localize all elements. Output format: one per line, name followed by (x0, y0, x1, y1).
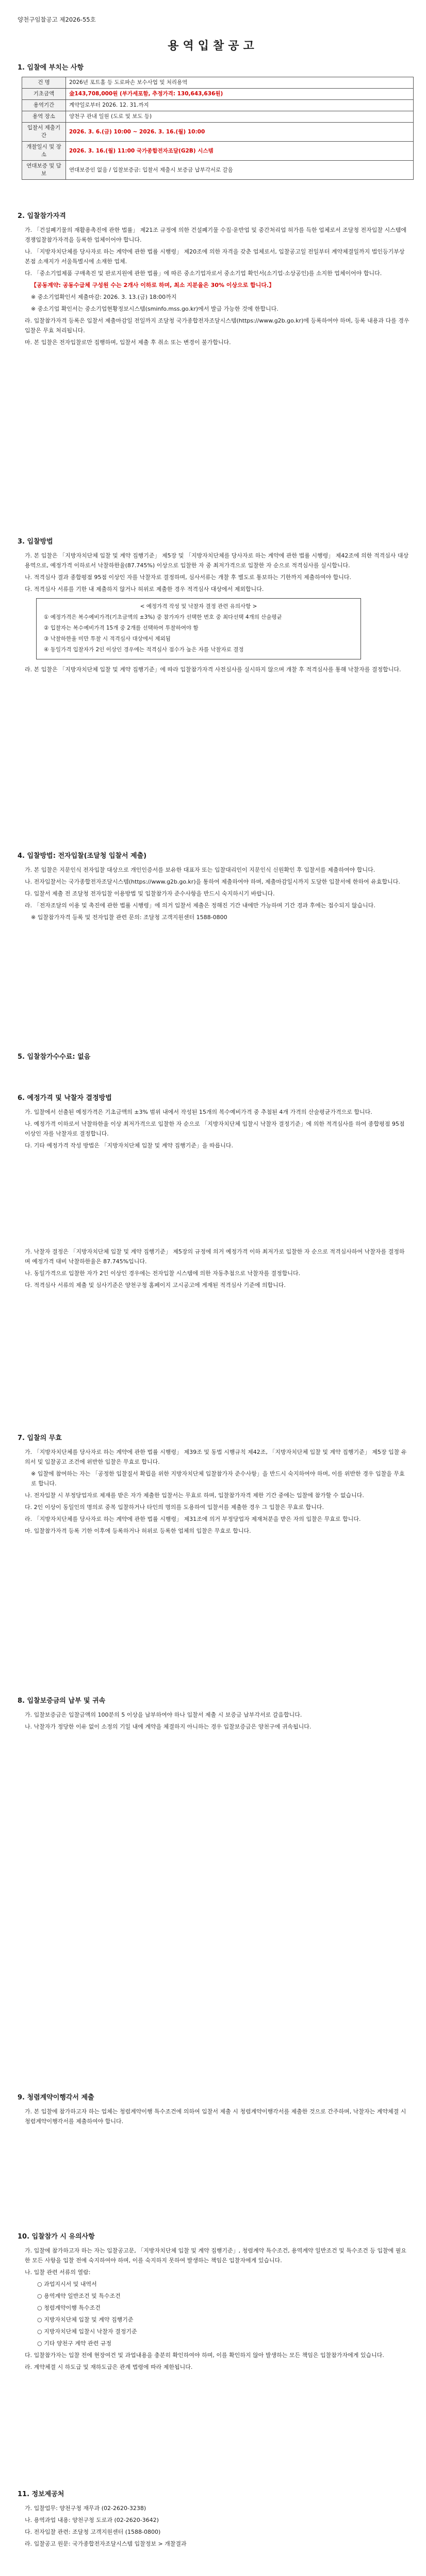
clause: 라. 「전자조달의 이용 및 촉진에 관한 법률 시행령」에 의거 입찰서 제출은 정해진 기간 내에만 가능하며 기간 경과 후에는 접수되지 않습니다. (25, 902, 375, 909)
table-row (22, 77, 414, 89)
clause: 나. 동일가격으로 입찰한 자가 2인 이상인 경우에는 전자입찰 시스템에 의한 자동추첨으로 낙찰자를 결정합니다. (25, 1270, 301, 1277)
table-value: 2026. 3. 16.(월) 11:00 국가종합전자조달(G2B) 시스템 (66, 142, 414, 161)
clause: ※ 입찰참가자격 등록 및 전자입찰 관련 문의: 조달청 고객지원센터 1588-0800 (31, 914, 227, 921)
table-row (22, 142, 414, 161)
table-value: 2026. 3. 6.(금) 10:00 ~ 2026. 3. 16.(월) 10:00 (66, 123, 414, 142)
clause: 다. 입찰참가자는 입찰 전에 현장여건 및 과업내용을 충분히 확인하여야 하며, 이를 확인하지 않아 발생하는 모든 책임은 입찰참가자에게 있습니다. (25, 2352, 384, 2359)
clause: 가. 입찰에서 선출된 예정가격은 기초금액의 ±3% 범위 내에서 작성된 15개의 복수예비가격 중 추첨된 4개 가격의 산술평균가격으로 합니다. (25, 1109, 372, 1115)
clause: 라. 본 입찰은 「지방자치단체 입찰 및 계약 집행기준」에 따라 입찰참가자격 사전심사를 실시하지 않으며 개찰 후 적격심사를 통해 낙찰자를 결정합니다. (25, 666, 401, 673)
clause: 가. 입찰보증금은 입찰금액의 100분의 5 이상을 납부하여야 하나 입찰서 제출 시 보증금 납부각서로 갈음합니다. (25, 1711, 302, 1718)
clause: 라. 입찰공고 원문: 국가종합전자조달시스템 입찰정보 > 개찰결과 (25, 2540, 187, 2547)
clause: 라. 「지방자치단체를 당사자로 하는 계약에 관한 법률 시행령」 제31조에 의거 부정당업자 제재처분을 받은 자의 입찰은 무효로 합니다. (25, 1516, 361, 1522)
table-key: 건 명 (22, 77, 66, 89)
table-key: 용역 장소 (22, 111, 66, 123)
clause: 가. 입찰업무: 양천구청 재무과 (02-2620-3238) (25, 2505, 146, 2512)
clause: 라. 입찰참가자격 등록은 입찰서 제출마감일 전일까지 조달청 국가종합전자조달시스템(https://www.g2b.go.kr)에 등록하여야 하며, 등록 내용과 다를 경우 입찰은 무효 처리됩니다. (25, 317, 409, 334)
clause: 가. 본 입찰은 「지방자치단체 입찰 및 계약 집행기준」 제5장 및 「지방자치단체를 당사자로 하는 계약에 관한 법률 시행령」 제42조에 의한 적격심사 대상 용역으로, 예정가격 이하로서 낙찰하한율(87.745%) 이상으로 입찰한 자 중 최저가격으로 입찰한 자 순으로 적격심사를 실시합니다. (25, 552, 409, 569)
section-2 (18, 210, 409, 349)
section-heading: 11. 정보제공처 (18, 2490, 64, 2498)
section-11 (18, 2488, 409, 2551)
section-heading: 5. 입찰참가수수료: 없음 (18, 1053, 91, 1061)
section-7 (18, 1432, 409, 1538)
table-key: 입찰서 제출기간 (22, 123, 66, 142)
clause: 나. 입찰 관련 서류의 열람: (25, 2269, 91, 2276)
clause: 다. 적격심사 서류의 제출 및 심사기준은 양천구청 홈페이지 고시공고에 게재된 적격심사 기준에 의합니다. (25, 1282, 286, 1289)
table-row (22, 100, 414, 111)
table-row (22, 111, 414, 123)
section-5 (18, 1051, 409, 1066)
section-10 (18, 2231, 409, 2374)
clause: 가. 낙찰자 결정은 「지방자치단체 입찰 및 계약 집행기준」 제5장의 규정에 의거 예정가격 이하 최저가로 입찰한 자 순으로 적격심사하여 낙찰자를 결정하며 예정가격 대비 낙찰하한율은 87.745%입니다. (25, 1248, 405, 1265)
notice-box (36, 598, 361, 659)
clause: ○ 용역계약 일반조건 및 특수조건 (37, 2293, 121, 2299)
section-8 (18, 1695, 409, 1734)
clause: ○ 과업지시서 및 내역서 (37, 2281, 97, 2287)
clause: 다. 적격심사 서류를 기한 내 제출하지 않거나 허위로 제출한 경우 적격심사 대상에서 제외합니다. (25, 586, 264, 592)
section-6-award (18, 1247, 409, 1292)
section-heading: 4. 입찰방법: 전자입찰(조달청 입찰서 제출) (18, 852, 147, 860)
clause: 라. 계약체결 시 하도급 및 재하도급은 관계 법령에 따라 제한됩니다. (25, 2364, 193, 2370)
clause: 가. 입찰에 참가하고자 하는 자는 입찰공고문, 「지방자치단체 입찰 및 계약 집행기준」, 청렴계약 특수조건, 용역계약 일반조건 및 특수조건 등 입찰에 필요한 모든 사항을 입찰 전에 숙지하여야 하며, 이를 숙지하지 못하여 발생하는 책임은 입찰자에게 있습니다. (25, 2247, 406, 2264)
clause: 다. 기타 예정가격 작성 방법은 「지방자치단체 입찰 및 계약 집행기준」을 따릅니다. (25, 1142, 233, 1149)
notice-line: ② 입찰자는 복수예비가격 15개 중 2개를 선택하여 투찰하여야 함 (44, 625, 199, 631)
table-value: 양천구 관내 일원 (도로 및 보도 등) (66, 111, 414, 123)
section-heading: 3. 입찰방법 (18, 538, 53, 546)
bid-info-table (22, 77, 414, 180)
notice-line: ① 예정가격은 복수예비가격(기초금액의 ±3%) 중 참가자가 선택한 번호 중 최다선택 4개의 산술평균 (44, 614, 282, 620)
clause: 나. 낙찰자가 정당한 이유 없이 소정의 기일 내에 계약을 체결하지 아니하는 경우 입찰보증금은 양천구에 귀속됩니다. (25, 1723, 312, 1730)
doc-number: 양천구임찰공고 제2026-55호 (18, 16, 96, 23)
clause: 마. 본 입찰은 전자입찰로만 집행하며, 입찰서 제출 후 취소 또는 변경이 불가합니다. (25, 339, 231, 346)
clause: ○ 지방자치단체 입찰시 낙찰자 결정기준 (37, 2328, 137, 2335)
table-key: 연대보증 및 담보 (22, 161, 66, 180)
section-6 (18, 1092, 409, 1153)
clause: 나. 전자입찰 시 부정당업자로 제재를 받은 자가 제출한 입찰서는 무효로 하며, 입찰참가자격 제한 기간 중에는 입찰에 참가할 수 없습니다. (25, 1492, 364, 1499)
section-4 (18, 850, 409, 924)
notice-box-title: < 예정가격 작성 및 낙찰자 결정 관련 유의사항 > (140, 603, 257, 609)
clause: 나. 적격심사 결과 종합평점 95점 이상인 자를 낙찰자로 결정하며, 심사서류는 개찰 후 별도로 통보하는 기한까지 제출하여야 합니다. (25, 574, 351, 581)
notice-line: ③ 낙찰하한율 미만 투찰 시 적격심사 대상에서 제외됨 (44, 636, 171, 642)
section-heading: 6. 예정가격 및 낙찰자 결정방법 (18, 1094, 112, 1102)
clause: 다. 전자입찰 관련: 조달청 고객지원센터 (1588-0800) (25, 2529, 161, 2535)
section-9 (18, 2092, 409, 2128)
clause: ○ 기타 양천구 계약 관련 규정 (37, 2340, 111, 2347)
clause: ※ 입찰에 참여하는 자는 「공정한 입찰질서 확립을 위한 지방자치단체 입찰참가자 준수사항」을 반드시 숙지하여야 하며, 이를 위반한 경우 입찰을 무효로 합니다. (31, 1470, 405, 1487)
clause: ○ 청렴계약이행 특수조건 (37, 2304, 101, 2311)
section-heading: 9. 청렴계약이행각서 제출 (18, 2094, 94, 2102)
clause: ※ 중소기업 확인서는 중소기업현황정보시스템(sminfo.mss.go.kr)에서 발급 가능한 것에 한합니다. (31, 306, 278, 312)
table-key: 개찰일시 및 장소 (22, 142, 66, 161)
table-value: 金143,708,000원 (부가세포함, 추정가격: 130,643,636원) (66, 89, 414, 100)
clause: 나. 예정가격 이하로서 낙찰하한율 이상 최저가격으로 입찰한 자 순으로 「지방자치단체 입찰시 낙찰자 결정기준」에 의한 적격심사를 하여 종합평점 95점 이상인 자를 낙찰자로 결정합니다. (25, 1121, 405, 1137)
clause: 다. 「중소기업제품 구매촉진 및 판로지원에 관한 법률」에 따른 중소기업자로서 중소기업 확인서(소기업·소상공인)를 소지한 업체이어야 합니다. (25, 270, 382, 277)
table-value: 연대보증인 없음 / 입찰보증금: 입찰서 제출시 보증금 납부각서로 갈음 (66, 161, 414, 180)
clause: 가. 본 입찰에 참가하고자 하는 업체는 청렴계약이행 특수조건에 의하여 입찰서 제출 시 청렴계약이행각서를 제출한 것으로 간주하며, 낙찰자는 계약체결 시 청렴계약이행각서를 제출하여야 합니다. (25, 2108, 406, 2125)
page-title: 용역입찰공고 (168, 40, 258, 53)
clause: 마. 입찰참가자격 등록 기한 이후에 등록하거나 허위로 등록한 업체의 입찰은 무효로 합니다. (25, 1528, 251, 1534)
section-heading: 10. 입찰참가 시 유의사항 (18, 2233, 95, 2241)
clause: 가. 본 입찰은 지문인식 전자입찰 대상으로 개인인증서를 보유한 대표자 또는 입찰대리인이 지문인식 신원확인 후 입찰서를 제출하여야 합니다. (25, 867, 375, 873)
section-heading: 8. 입찰보증금의 납부 및 귀속 (18, 1697, 106, 1705)
clause: 다. 2인 이상이 동일인의 명의로 중복 입찰하거나 타인의 명의를 도용하여 입찰서를 제출한 경우 그 입찰은 무효로 합니다. (25, 1504, 324, 1511)
clause: 나. 용역과업 내용: 양천구청 도로과 (02-2620-3642) (25, 2517, 159, 2523)
section-1 (18, 62, 409, 180)
table-row (22, 89, 414, 100)
clause: 나. 「지방자치단체를 당사자로 하는 계약에 관한 법률 시행령」 제20조에 의한 자격을 갖춘 업체로서, 입찰공고일 전일부터 계약체결일까지 법인등기부상 본점 소재지가 서울특별시에 소재한 업체. (25, 248, 405, 265)
clause: 나. 전자입찰서는 국가종합전자조달시스템(https://www.g2b.go.kr)을 통하여 제출하여야 하며, 제출마감일시까지 도달한 입찰서에 한하여 유효합니다. (25, 878, 400, 885)
table-value: 2026년 포트홀 등 도로파손 보수사업 및 처리용역 (66, 77, 414, 89)
section-heading: 1. 입찰에 부치는 사항 (18, 64, 84, 72)
notice-line: ④ 동일가격 입찰자가 2인 이상인 경우에는 적격심사 점수가 높은 자를 낙찰자로 결정 (44, 647, 244, 653)
clause: 다. 입찰서 제출 전 조달청 전자입찰 이용방법 및 입찰참가자 준수사항을 반드시 숙지하시기 바랍니다. (25, 890, 275, 897)
table-key: 기초금액 (22, 89, 66, 100)
section-heading: 2. 입찰참가자격 (18, 212, 66, 220)
clause: ○ 지방자치단체 입찰 및 계약 집행기준 (37, 2316, 134, 2323)
section-heading: 7. 입찰의 무효 (18, 1434, 62, 1442)
section-3 (18, 536, 409, 676)
table-key: 용역기간 (22, 100, 66, 111)
clause: ※ 중소기업확인서 제출마감: 2026. 3. 13.(금) 18:00까지 (31, 294, 177, 300)
table-row (22, 161, 414, 180)
clause: 가. 「건설폐기물의 재활용촉진에 관한 법률」 제21조 규정에 의한 건설폐기물 수집·운반업 및 중간처리업 허가를 득한 업체로서 조달청 전자입찰 시스템에 경쟁입찰참가자격을 등록한 업체이어야 합니다. (25, 227, 406, 243)
clause: 가. 「지방자치단체를 당사자로 하는 계약에 관한 법률 시행령」 제39조 및 동법 시행규칙 제42조, 「지방자치단체 입찰 및 계약 집행기준」 제5장 입찰 유의서 및 입찰공고 조건에 위반한 입찰은 무효로 합니다. (25, 1449, 407, 1465)
table-row (22, 123, 414, 142)
clause: 【공동계약: 공동수급체 구성원 수는 2개사 이하로 하며, 최소 지분율은 30% 이상으로 합니다.】 (31, 282, 275, 289)
table-value: 계약일로부터 2026. 12. 31.까지 (66, 100, 414, 111)
